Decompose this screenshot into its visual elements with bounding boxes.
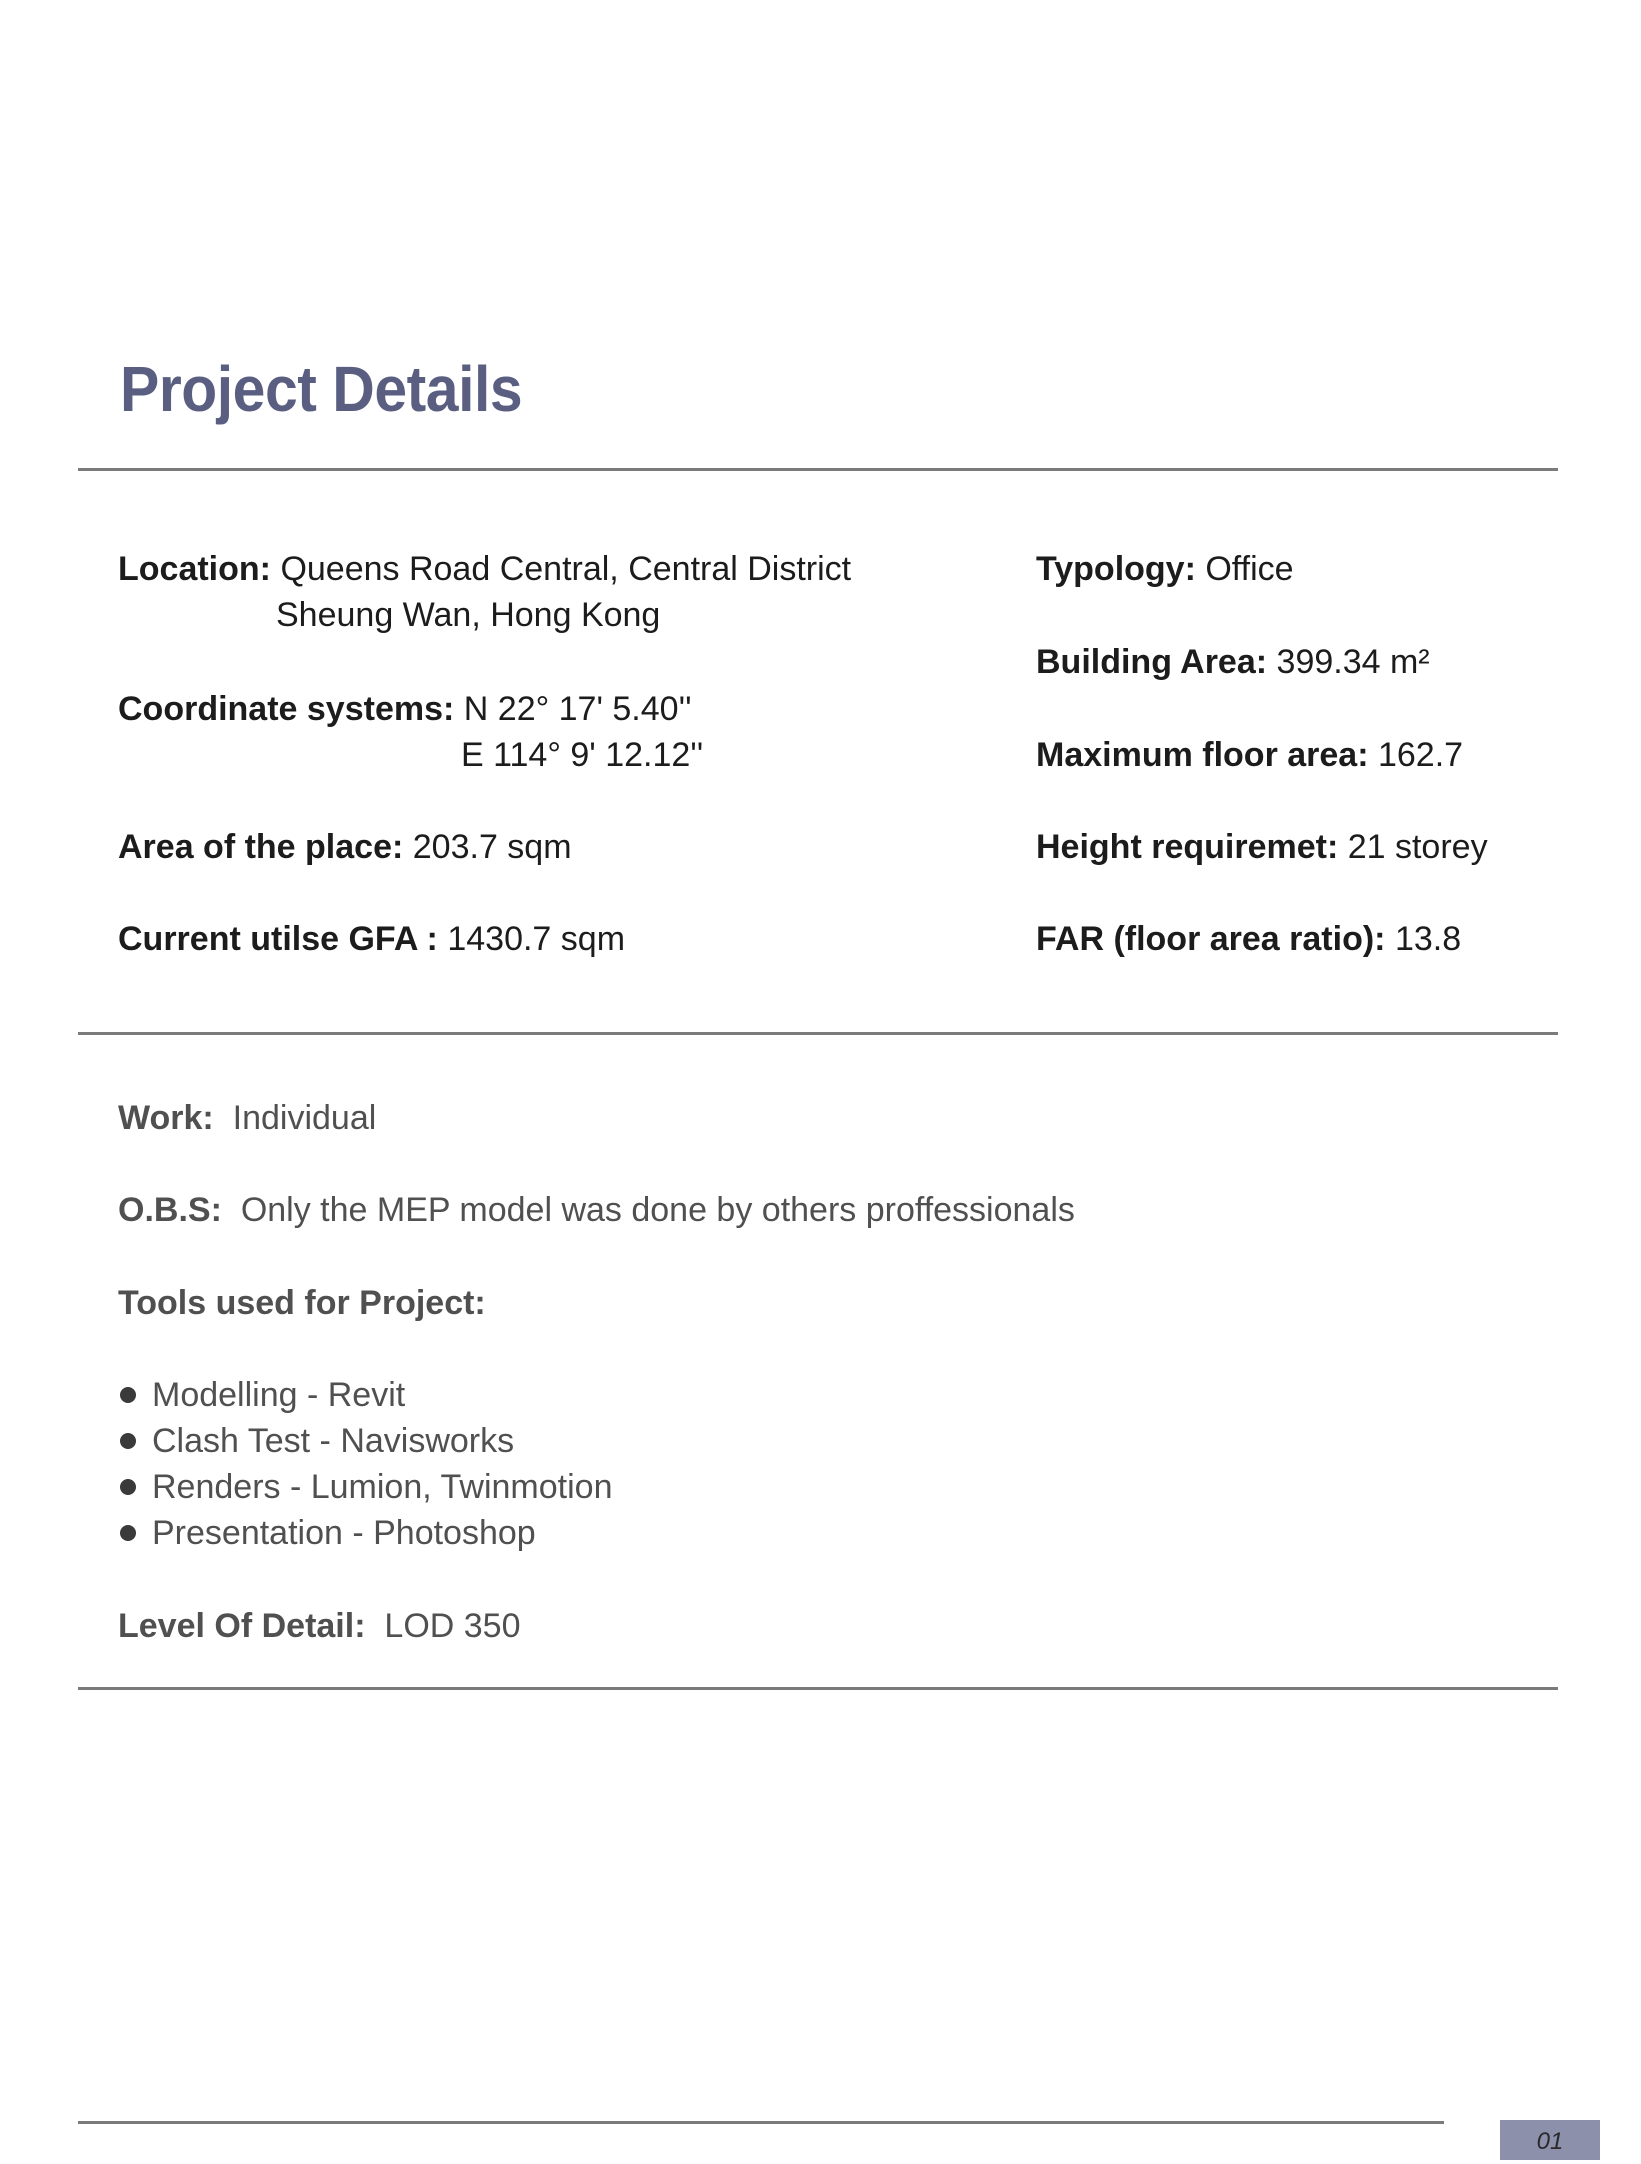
height-row [1036,824,1488,870]
list-item: Presentation - Photoshop [118,1510,612,1556]
lod-label: Level Of Detail: [118,1607,366,1645]
coordinates-row [118,686,692,732]
location-line1: Queens Road Central, Central District [280,550,852,588]
far-label: FAR (floor area ratio): [1036,920,1386,958]
bullet-icon [120,1433,136,1449]
current-gfa-value: 1430.7 sqm [447,920,626,958]
list-item: Clash Test - Navisworks [118,1418,612,1464]
divider-top [78,468,1558,471]
list-item: Renders - Lumion, Twinmotion [118,1464,612,1510]
area-place-label: Area of the place: [118,828,404,866]
building-area-label: Building Area: [1036,643,1268,681]
bullet-icon [120,1525,136,1541]
coordinates-label: Coordinate systems: [118,690,455,728]
current-gfa-row [118,916,625,962]
max-floor-area-value: 162.7 [1377,736,1464,774]
list-item: Modelling - Revit [118,1372,612,1418]
current-gfa-label: Current utilse GFA : [118,920,438,958]
tools-list [118,1372,612,1556]
lod-value: LOD 350 [384,1607,521,1645]
work-label: Work: [118,1099,214,1137]
building-area-row [1036,639,1430,685]
building-area-value: 399.34 m² [1276,643,1430,681]
divider-bottom [78,1687,1558,1690]
location-line2: Sheung Wan, Hong Kong [276,596,661,634]
far-value: 13.8 [1394,920,1462,958]
obs-value: Only the MEP model was done by others proffessionals [240,1191,1075,1229]
height-label: Height requiremet: [1036,828,1339,866]
work-value: Individual [232,1099,377,1137]
location-label: Location: [118,550,271,588]
max-floor-area-label: Maximum floor area: [1036,736,1369,774]
lod-row [118,1603,521,1649]
obs-label: O.B.S: [118,1191,222,1229]
typology-label: Typology: [1036,550,1196,588]
tools-heading: Tools used for Project: [118,1284,486,1322]
divider-middle [78,1032,1558,1035]
obs-row [118,1187,1075,1233]
coordinates-line2: E 114° 9' 12.12'' [461,736,704,774]
location-row [118,546,851,592]
area-place-value: 203.7 sqm [412,828,572,866]
height-value: 21 storey [1347,828,1488,866]
bullet-icon [120,1479,136,1495]
typology-value: Office [1205,550,1294,588]
coordinates-line1: N 22° 17' 5.40'' [463,690,692,728]
page-title: Project Details [120,353,523,425]
work-row [118,1095,376,1141]
far-row [1036,916,1461,962]
max-floor-area-row [1036,732,1463,778]
page-number: 01 [1500,2120,1600,2160]
area-place-row [118,824,572,870]
bullet-icon [120,1387,136,1403]
typology-row [1036,546,1294,592]
footer-rule [78,2121,1444,2124]
